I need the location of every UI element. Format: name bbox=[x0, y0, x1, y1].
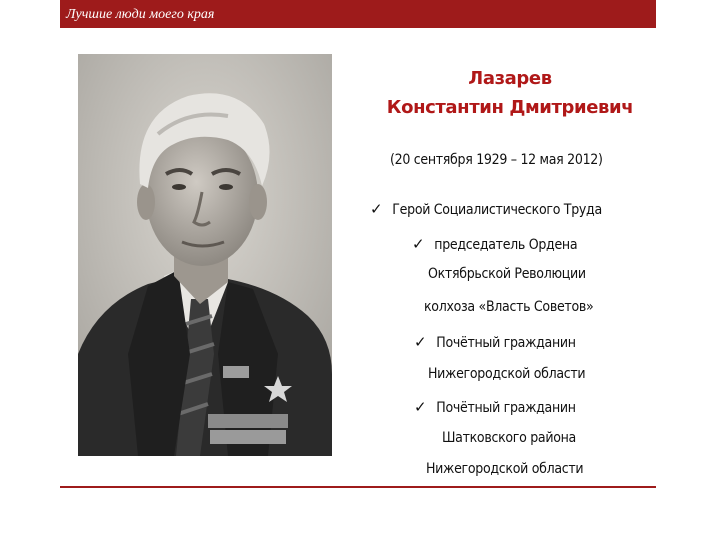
fact-text: Герой Социалистического Труда bbox=[392, 202, 602, 218]
checkmark-icon: ✓ bbox=[412, 235, 425, 253]
fact-text: Нижегородской области bbox=[428, 366, 586, 382]
fact-item bbox=[414, 333, 576, 351]
fact-text: Октябрьской Революции bbox=[428, 266, 586, 282]
checkmark-icon: ✓ bbox=[414, 398, 427, 416]
fact-text: Шатковского района bbox=[442, 430, 576, 446]
footer-divider bbox=[60, 486, 656, 488]
portrait-illustration bbox=[78, 54, 332, 456]
checkmark-icon: ✓ bbox=[414, 333, 427, 351]
fact-text: Почётный гражданин bbox=[436, 335, 576, 351]
fact-text: Нижегородской области bbox=[426, 461, 584, 477]
portrait-photo bbox=[78, 54, 332, 456]
checkmark-icon: ✓ bbox=[370, 200, 383, 218]
fact-text: Почётный гражданин bbox=[436, 400, 576, 416]
person-surname: Лазарев bbox=[468, 68, 552, 89]
fact-text: колхоза «Власть Советов» bbox=[424, 299, 594, 315]
person-given-names: Константин Дмитриевич bbox=[386, 97, 634, 118]
fact-item bbox=[414, 398, 576, 416]
slide-title: Лучшие люди моего края bbox=[66, 7, 215, 22]
header-bar bbox=[60, 0, 656, 28]
fact-text: председатель Ордена bbox=[434, 237, 578, 253]
fact-item bbox=[412, 235, 577, 253]
fact-item bbox=[370, 200, 602, 218]
life-dates: (20 сентября 1929 – 12 мая 2012) bbox=[390, 152, 603, 168]
